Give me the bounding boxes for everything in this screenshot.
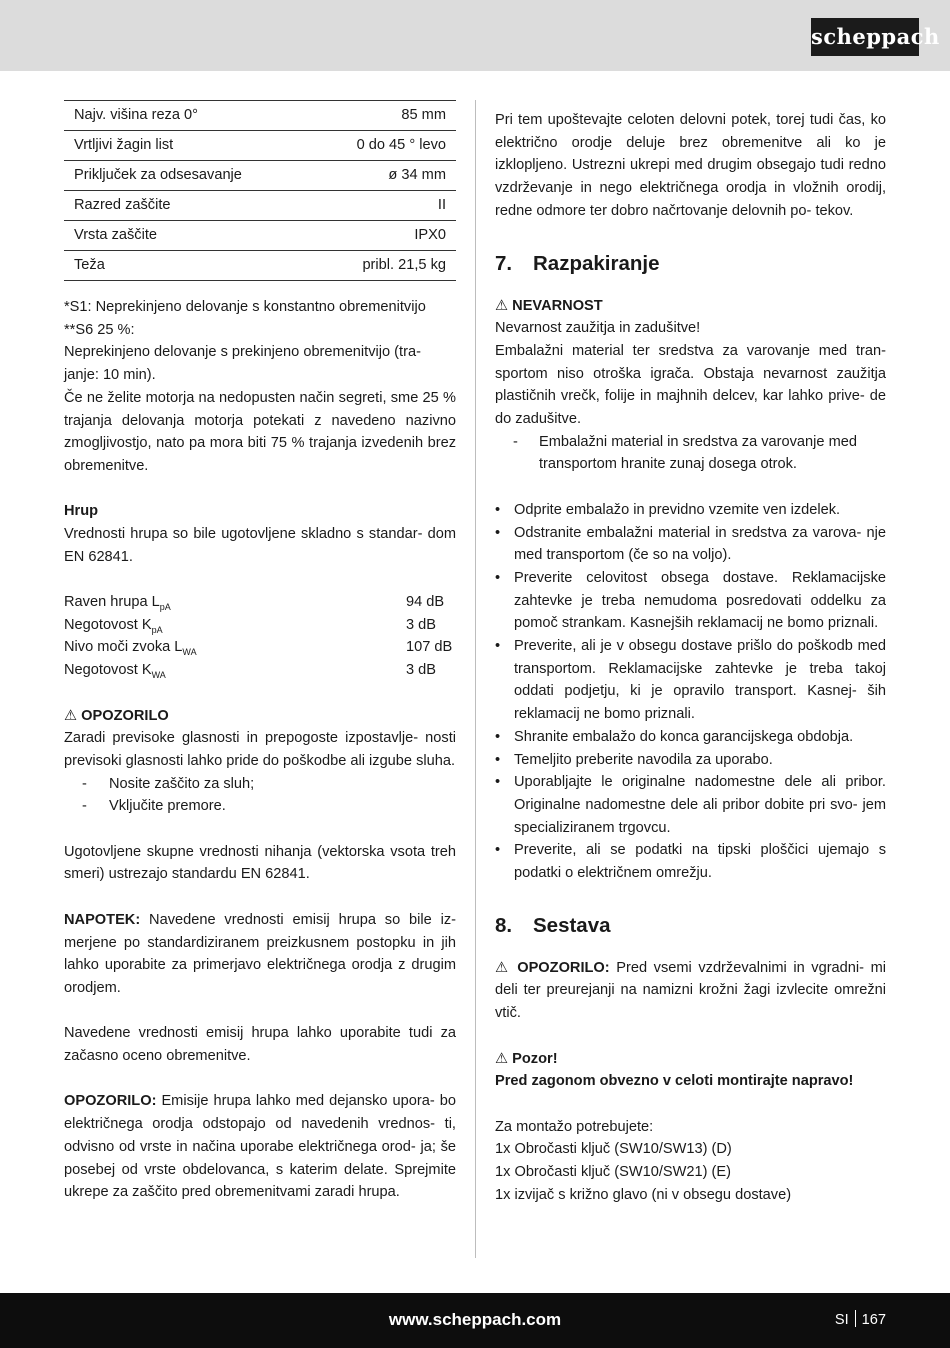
list-item: • Shranite embalažo do konca garancijskega obdobja. xyxy=(495,728,854,745)
table-row xyxy=(64,101,456,131)
estimate-text: Navedene vrednosti emisij hrupa lahko uporabite tudi za začasno oceno obremenitve. xyxy=(64,1025,456,1065)
table-row xyxy=(64,251,456,281)
danger-text: Embalažni material ter sredstva za varovanje med tran- sportom niso otroška igrača. Obstaja nevarnost zaužitja plastičnih vrečk, folije in majhnih delcev, kar lahko prive- de do zadušitve. xyxy=(495,342,886,428)
vibration-text: Ugotovljene skupne vrednosti nihanja (vektorska vsota treh smeri) ustrezajo standardu EN 62841. xyxy=(64,843,456,883)
spec-label: Najv. višina reza 0° xyxy=(64,101,312,131)
list-item: • Temeljito preberite navodila za uporabo. xyxy=(495,751,773,768)
list-item: Nivo moči zvoka $L_{WA}$ 107 dB xyxy=(64,639,453,658)
list-item: • Preverite, ali je v obsegu dostave prišlo do poškodb med transportom. Reklamacijske zahtevke je treba takoj oddati podjetju, ki je opravilo transport. Kasnej- ših reklamacij ne bomo priznali. xyxy=(495,638,886,723)
footer-url[interactable]: www.scheppach.com xyxy=(388,1310,562,1329)
footer-bar xyxy=(0,1293,950,1348)
danger-heading: ⚠ NEVARNOST xyxy=(495,297,603,314)
spec-label: Priključek za odsesavanje xyxy=(64,161,312,191)
spec-value: pribl. 21,5 kg xyxy=(312,251,456,281)
note-s6-desc: Neprekinjeno delovanje s prekinjeno obremenitvijo (tra- janje: 10 min). xyxy=(64,344,421,384)
list-item: • Preverite, ali se podatki na tipski ploščici ujemajo s podatki o električnem omrežju. xyxy=(495,842,886,882)
pozor-heading: ⚠ Pozor! xyxy=(495,1050,558,1067)
tools-intro: Za montažo potrebujete: xyxy=(495,1118,654,1135)
list-item: • Odprite embalažo in previdno vzemite ven izdelek. xyxy=(495,501,841,518)
spec-value: IPX0 xyxy=(312,221,456,251)
table-row xyxy=(64,131,456,161)
list-item: 1x izvijač s križno glavo (ni v obsegu dostave) xyxy=(495,1186,792,1203)
note-s6: **S6 25 %: xyxy=(64,321,135,338)
danger-line: Nevarnost zaužitja in zadušitve! xyxy=(495,320,701,337)
note-s1: *S1: Neprekinjeno delovanje s konstantno obremenitvijo xyxy=(64,299,426,315)
left-column xyxy=(64,100,456,1204)
list-item: Negotovost $K_{WA}$ 3 dB xyxy=(64,662,437,681)
warning-heading: ⚠ OPOZORILO xyxy=(64,707,169,724)
list-item: - Embalažni material in sredstva za varovanje med transportom hranite zunaj dosega otrok. xyxy=(513,433,857,473)
specs-table xyxy=(64,100,456,281)
noise-intro: Vrednosti hrupa so bile ugotovljene skladno s standar- dom EN 62841. xyxy=(64,526,456,565)
warning-icon: ⚠ xyxy=(64,707,78,724)
table-row xyxy=(64,221,456,251)
list-item: Raven hrupa $L_{pA}$ 94 dB xyxy=(64,594,445,613)
intro-text: Pri tem upoštevajte celoten delovni potek, torej tudi čas, ko električno orodje deluje brez obremenitve ali ko je izklopljeno. Ustrezni ukrepi med drugim obsegajo tudi redno vzdrževanje in nego električnega orodja in vložnih orodij, redne odmore ter dobro načrtovanje delovnih po- tekov. xyxy=(495,112,886,219)
spec-label: Vrtljivi žagin list xyxy=(64,131,312,161)
spec-label: Teža xyxy=(64,251,312,281)
assembly-warning: ⚠ OPOZORILO: Pred vsemi vzdrževalnimi in vgradni- mi deli ter preurejanji na namizni krožni žagi izvlecite omrežni vtič. xyxy=(495,959,886,1022)
table-row xyxy=(64,161,456,191)
noise-values xyxy=(64,591,456,682)
list-item: - Nosite zaščito za sluh; xyxy=(82,775,255,792)
section-heading-7: 7. Razpakiranje xyxy=(495,251,660,275)
warning-icon: ⚠ xyxy=(495,297,509,314)
list-item: Negotovost $K_{pA}$ 3 dB xyxy=(64,616,437,635)
spec-value: 85 mm xyxy=(312,101,456,131)
napotek-paragraph: NAPOTEK: Navedene vrednosti emisij hrupa so bile iz- merjene po standardiziranem preizkusnem postopku in jih lahko uporabite za primerjavo električnega orodja z drugim orodjem. xyxy=(64,911,456,996)
spec-value: ø 34 mm xyxy=(312,161,456,191)
page-number: SI 167 xyxy=(834,1312,886,1328)
brand-logo: scheppach xyxy=(811,18,919,56)
note-motor: Če ne želite motorja na nedopusten način segreti, sme 25 % trajanja delovanja motorja potekati z navedeno nazivno zmogljivostjo, nato pa mora biti 75 % trajanja izvedenih brez obremenitve. xyxy=(64,389,456,474)
list-item: • Odstranite embalažni material in sredstva za varova- nje med transportom (če so na voljo). xyxy=(495,524,886,564)
table-row xyxy=(64,191,456,221)
spec-label: Razred zaščite xyxy=(64,191,312,221)
list-item: 1x Obročasti ključ (SW10/SW21) (E) xyxy=(495,1164,731,1181)
spec-label: Vrsta zaščite xyxy=(64,221,312,251)
header-bar xyxy=(0,0,950,71)
warning-text: Zaradi previsoke glasnosti in prepogoste izpostavlje- nosti previsoki glasnosti lahko pride do poškodbe ali izgube sluha. xyxy=(64,730,456,769)
right-column xyxy=(495,109,886,1206)
unpacking-list xyxy=(495,499,886,885)
list-item: 1x Obročasti ključ (SW10/SW13) (D) xyxy=(495,1141,732,1158)
spec-value: II xyxy=(312,191,456,221)
list-item: • Preverite celovitost obsega dostave. Reklamacijske zahtevke je treba nemudoma posredovati oddelku za pomoč strankam. Kasnejših reklamacij ne bomo priznali. xyxy=(495,569,886,632)
column-divider xyxy=(475,100,476,1258)
list-item: • Uporabljajte le originalne nadomestne dele ali pribor. Originalne nadomestne dele ali pribor dobite pri svo- jem specializiranem trgovcu. xyxy=(495,774,886,836)
spec-value: 0 do 45 ° levo xyxy=(312,131,456,161)
noise-heading: Hrup xyxy=(64,503,99,520)
list-item: - Vključite premore. xyxy=(82,798,226,815)
warning-icon: ⚠ xyxy=(495,959,511,976)
section-heading-8: 8. Sestava xyxy=(495,913,611,937)
pozor-text: Pred zagonom obvezno v celoti montirajte napravo! xyxy=(495,1073,854,1090)
warning-icon: ⚠ xyxy=(495,1050,509,1067)
opozorilo-paragraph: OPOZORILO: Emisije hrupa lahko med dejansko upora- bo električnega orodja odstopajo od navedenih vrednos- ti, odvisno od vrste in načina uporabe električnega orod- ja; še posebej od vrste obdelovanca, s katerim delate. Sprejmite ukrepe za zaščito pred obremenitvami zaradi hrupa. xyxy=(64,1093,456,1201)
